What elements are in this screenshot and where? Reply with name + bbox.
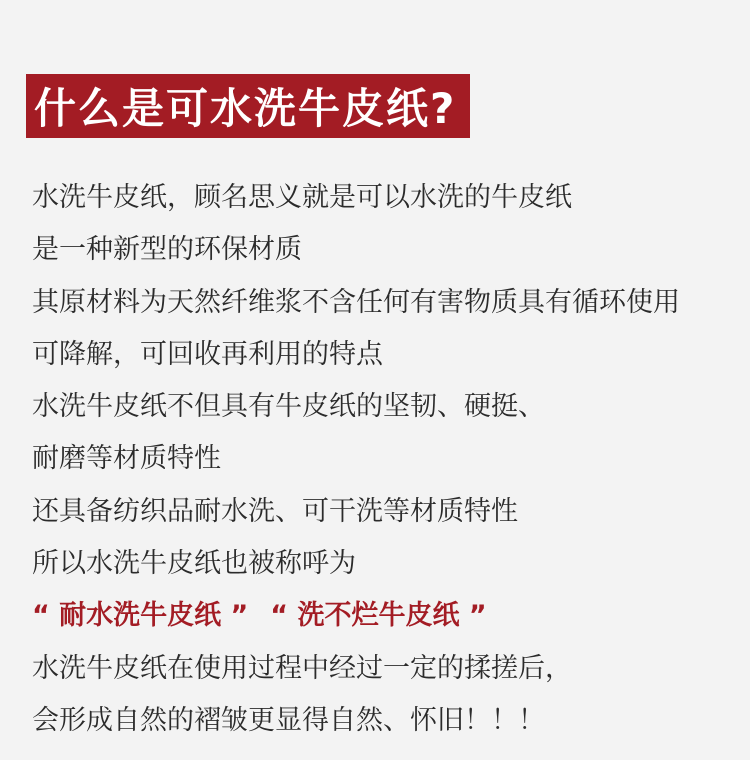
description-line: 其原材料为天然纤维浆不含任何有害物质具有循环使用 bbox=[32, 286, 680, 318]
page-title-text: 什么是可水洗牛皮纸? bbox=[34, 84, 457, 133]
highlight-term-washable-kraft-paper: “ 耐水洗牛皮纸 ” bbox=[32, 600, 249, 632]
highlighted-names-line bbox=[32, 590, 742, 642]
description-line: 是一种新型的环保材质 bbox=[32, 234, 302, 266]
closing-line: 水洗牛皮纸在使用过程中经过一定的揉搓后， bbox=[32, 652, 572, 684]
description-line: 所以水洗牛皮纸也被称呼为 bbox=[32, 548, 356, 580]
description-line: 水洗牛皮纸，顾名思义就是可以水洗的牛皮纸 bbox=[32, 182, 572, 213]
description-line: 水洗牛皮纸不但具有牛皮纸的坚韧、硬挺、 bbox=[32, 391, 545, 423]
closing-line: 会形成自然的褶皱更显得自然、怀旧！！！ bbox=[32, 704, 545, 736]
description-line: 可降解，可回收再利用的特点 bbox=[32, 338, 383, 370]
description-line: 耐磨等材质特性 bbox=[32, 443, 221, 475]
description-text-block bbox=[32, 172, 742, 747]
description-line: 还具备纺织品耐水洗、可干洗等材质特性 bbox=[32, 495, 518, 527]
highlight-term-untearable-kraft-paper: “ 洗不烂牛皮纸 ” bbox=[270, 600, 487, 632]
page-title bbox=[26, 74, 470, 138]
